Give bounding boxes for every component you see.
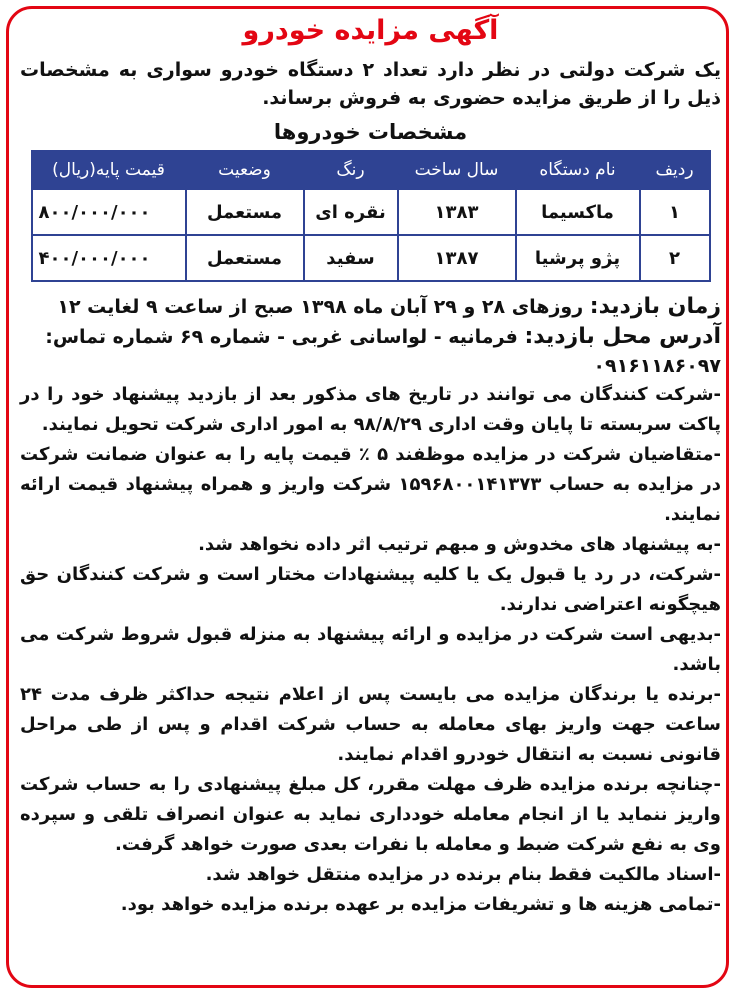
cell-device-name: ماکسیما [516,189,640,235]
term-item: -چنانچه برنده مزایده ظرف مهلت مقرر، کل مبلغ پیشنهادی را به حساب شرکت واریز ننماید یا از انجام معامله خودداری نماید به عنوان انصراف تلقی و سپرده وی به نفع شرکت ضبط و معامله با نفرات بعدی صورت خواهد گرفت. [20,774,721,855]
cell-color: نقره ای [304,189,398,235]
cell-color: سفید [304,235,398,281]
term-item: -متقاضیان شرکت در مزایده موظفند ۵ ٪ قیمت پایه را به عنوان ضمانت شرکت در مزایده به حساب ۱۵۹۶۸۰۰۱۴۱۳۷۳ شرکت واریز و همراه پیشنهاد قیمت ارائه نمایند. [20,444,721,525]
header-color: رنگ [304,151,398,189]
cell-year: ۱۳۸۷ [398,235,516,281]
header-base-price: قیمت پایه(ریال) [32,151,186,189]
cell-condition: مستعمل [186,235,304,281]
term-item: -تمامی هزینه ها و تشریفات مزایده بر عهده برنده مزایده خواهد بود. [120,894,721,915]
visit-address-label: آدرس محل بازدید: [524,324,721,349]
ad-intro: یک شرکت دولتی در نظر دارد تعداد ۲ دستگاه خودرو سواری به مشخصات ذیل را از طریق مزایده حضوری به فروش برساند. [20,59,721,109]
visit-time-label: زمان بازدید: [589,294,721,319]
table-title: مشخصات خودروها [273,120,468,144]
visit-time-value: روزهای ۲۸ و ۲۹ آبان ماه ۱۳۹۸ صبح از ساعت ۹ لغایت ۱۲ [57,296,584,318]
auction-ad [20,10,721,920]
cell-row-number: ۱ [640,189,710,235]
header-device-name: نام دستگاه [516,151,640,189]
cell-device-name: پژو پرشیا [516,235,640,281]
header-condition: وضعیت [186,151,304,189]
table-header-row [32,151,710,189]
cell-row-number: ۲ [640,235,710,281]
term-item: -شرکت کنندگان می توانند در تاریخ های مذکور بعد از بازدید پیشنهاد خود را در پاکت سربسته تا پایان وقت اداری ۹۸/۸/۲۹ به امور اداری شرکت تحویل نمایند. [20,384,721,435]
contact-phone: ۰۹۱۶۱۱۸۶۰۹۷ [593,355,721,377]
visit-time [20,292,721,322]
cell-base-price: ۴۰۰/۰۰۰/۰۰۰ [32,235,186,281]
term-item: -شرکت، در رد یا قبول یک یا کلیه پیشنهادات مختار است و شرکت کنندگان حق هیچگونه اعتراضی ندارند. [20,564,721,615]
table-row [32,189,710,235]
term-item: -بدیهی است شرکت در مزایده و ارائه پیشنهاد به منزله قبول شروط شرکت می باشد. [20,624,721,675]
cell-condition: مستعمل [186,189,304,235]
term-item: -اسناد مالکیت فقط بنام برنده در مزایده منتقل خواهد شد. [205,864,721,885]
ad-title: آگهی مزایده خودرو [242,15,499,46]
visit-address-value: فرمانیه - لواسانی غربی - شماره ۶۹ شماره تماس: [45,326,518,348]
cell-year: ۱۳۸۳ [398,189,516,235]
cars-table [31,150,711,282]
header-row-number: ردیف [640,151,710,189]
term-item: -برنده یا برندگان مزایده می بایست پس از اعلام نتیجه حداکثر ظرف مدت ۲۴ ساعت جهت واریز بهای معامله به حساب شرکت اقدام و پس از طی مراحل قانونی نسبت به انتقال خودرو اقدام نمایند. [20,684,721,765]
table-row [32,235,710,281]
term-item: -به پیشنهاد های مخدوش و مبهم ترتیب اثر داده نخواهد شد. [198,534,721,555]
visit-address [20,322,721,352]
cell-base-price: ۸۰۰/۰۰۰/۰۰۰ [32,189,186,235]
header-year: سال ساخت [398,151,516,189]
terms-list [20,380,721,920]
